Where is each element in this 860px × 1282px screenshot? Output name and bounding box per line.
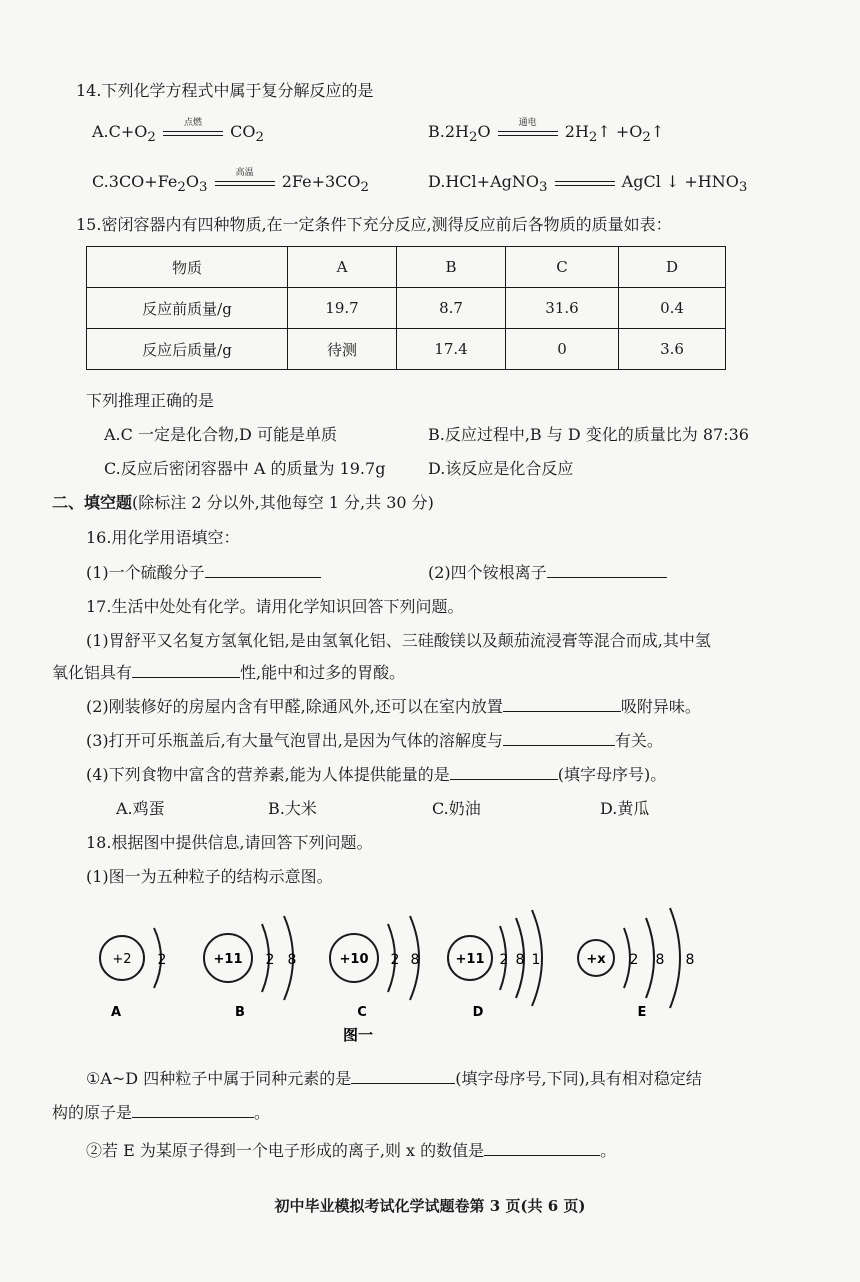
q16-title: 16.用化学用语填空： [86,528,240,547]
q17-part4-post: (填字母序号)。 [557,765,667,784]
q16-part2-text: (2)四个铵根离子 [428,563,547,582]
q14-d-label: D.HCl+AgNO [428,172,539,191]
q14-b-label: B.2H [428,122,469,141]
nucleus-charge: +2 [112,952,132,967]
q14-c-mid: O [185,172,200,191]
q14-option-a [92,117,264,146]
nucleus-charge: +11 [213,952,243,967]
q15-option-c: C.反应后密闭容器中 A 的质量为 19.7g [104,459,386,478]
nucleus-charge: +10 [339,952,369,967]
q14-a-sub: 2 [147,130,156,146]
answer-blank[interactable] [503,731,615,746]
q18-sub2-post: 。 [600,1141,617,1160]
q14-d-psub: 3 [738,180,748,196]
atom-e [578,908,694,1020]
q17-part4 [86,762,666,785]
q14-b-product: 2H [564,122,589,141]
q14-c-label: C.3CO+Fe [92,172,178,191]
shell-electrons: 8 [515,952,525,968]
q18-sub1b-pre: 构的原子是 [52,1103,133,1122]
q14-d-sub: 3 [538,180,548,196]
q17-part4-pre: (4)下列食物中富含的营养素,能为人体提供能量的是 [86,765,450,784]
table-cell: 31.6 [506,288,619,329]
table-cell: 3.6 [619,329,726,370]
q14-b-end: ↑ [650,122,665,141]
table-header-row [87,247,726,288]
table-cell: 0.4 [619,288,726,329]
atom-structure-figure [90,898,750,1048]
atom-label: E [637,1005,647,1020]
nucleus-charge: +11 [455,952,485,967]
q14-a-label: A.C+O [92,122,148,141]
q18-sub1a [86,1066,702,1089]
q14-option-d [428,172,747,195]
q17-part1b-pre: 氧化铝具有 [52,663,133,682]
answer-blank[interactable] [132,1103,254,1118]
shell-electrons: 8 [410,952,420,968]
section-heading [52,490,434,513]
answer-blank[interactable] [503,697,621,712]
figure-caption: 图一 [342,1026,374,1044]
q18-sub1a-pre: ①A~D 四种粒子中属于同种元素的是 [86,1069,352,1088]
answer-blank[interactable] [484,1141,600,1156]
atom-d [448,910,542,1020]
q18-sub2-pre: ②若 E 为某原子得到一个电子形成的离子,则 x 的数值是 [86,1141,485,1160]
q14-b-mid: O [477,122,491,141]
electron-shell [646,918,654,998]
q17-option-d: D.黄瓜 [600,799,650,818]
shell-electrons: 8 [685,952,695,968]
q15-option-a: A.C 一定是化合物,D 可能是单质 [104,425,337,444]
atom-label: A [110,1005,122,1020]
q14-b-sub: 2 [468,130,478,146]
q17-option-c: C.奶油 [432,799,481,818]
q14-c-sub2: 3 [199,180,208,196]
shell-electrons: 2 [265,952,275,968]
shell-electrons: 2 [499,952,509,968]
shell-electrons: 2 [390,952,400,968]
q14-b-tail: ↑ +O [597,122,643,141]
q17-part3-post: 有关。 [614,731,663,750]
q17-part1b-post: 性,能中和过多的胃酸。 [240,663,406,682]
atom-a [100,928,166,1020]
q18-sub1b-post: 。 [254,1103,271,1122]
mass-table [86,246,726,370]
answer-blank[interactable] [351,1069,455,1084]
q16-part2 [428,560,667,583]
q14-c-product: 2Fe+3CO [281,172,361,191]
q14-option-b [428,117,665,146]
q17-part1b [52,660,405,683]
section-note: (除标注 2 分以外,其他每空 1 分,共 30 分) [132,493,434,512]
shell-electrons: 1 [531,952,541,968]
q17-title: 17.生活中处处有化学。请用化学知识回答下列问题。 [86,597,464,616]
q14-option-c [92,167,369,196]
q15-option-b: B.反应过程中,B 与 D 变化的质量比为 87:36 [428,425,749,444]
table-header-cell: D [619,247,726,288]
q15-option-d: D.该反应是化合反应 [428,459,574,478]
q17-part3-pre: (3)打开可乐瓶盖后,有大量气泡冒出,是因为气体的溶解度与 [86,731,503,750]
reaction-condition: 通电 [518,117,537,128]
atom-label: B [235,1005,245,1020]
atom-c [330,916,419,1020]
reaction-arrow [161,117,225,141]
table-cell: 19.7 [288,288,397,329]
q14-b-psub: 2 [588,130,598,146]
answer-blank[interactable] [132,663,240,678]
q14-c-sub: 2 [177,180,186,196]
reaction-arrow [553,175,617,191]
table-row [87,329,726,370]
answer-blank[interactable] [450,765,558,780]
reaction-condition: 高温 [235,167,254,178]
table-header-cell: A [288,247,397,288]
q16-part1 [86,560,321,583]
q17-part2-pre: (2)刚装修好的房屋内含有甲醛,除通风外,还可以在室内放置 [86,697,503,716]
q14-a-psub: 2 [255,130,264,146]
q17-part3 [86,728,663,751]
shell-electrons: 8 [287,952,297,968]
shell-electrons: 2 [629,952,639,968]
table-cell: 反应后质量/g [87,329,288,370]
table-header-cell: B [397,247,506,288]
q14-d-product: AgCl ↓ +HNO [621,172,739,191]
q14-a-product: CO [230,122,256,141]
electron-shell [670,908,680,1008]
q18-sub1b [52,1100,270,1123]
shell-electrons: 2 [157,952,167,968]
reaction-condition: 点燃 [183,117,202,128]
section-title: 二、填空题 [52,493,133,512]
q17-part1a: (1)胃舒平又名复方氢氧化铝,是由氢氧化铝、三硅酸镁以及颠茄流浸膏等混合而成,其中氢 [86,631,711,650]
nucleus-charge: +x [586,952,606,967]
table-row [87,288,726,329]
q15-title: 15.密闭容器内有四种物质,在一定条件下充分反应,测得反应前后各物质的质量如表： [76,215,672,234]
reaction-arrow [213,167,277,191]
q17-part2-post: 吸附异味。 [620,697,701,716]
reaction-arrow [496,117,560,141]
page-footer: 初中毕业模拟考试化学试题卷第 3 页(共 6 页) [274,1197,586,1215]
q17-part2 [86,694,701,717]
q15-prompt: 下列推理正确的是 [86,391,215,410]
q18-title: 18.根据图中提供信息,请回答下列问题。 [86,833,373,852]
q18-sub2 [86,1138,616,1161]
answer-blank[interactable] [547,563,667,578]
atom-label: C [357,1005,367,1020]
q16-part1-text: (1)一个硫酸分子 [86,563,205,582]
answer-blank[interactable] [205,563,321,578]
shell-electrons: 8 [655,952,665,968]
table-header-cell: C [506,247,619,288]
table-cell: 8.7 [397,288,506,329]
table-cell: 0 [506,329,619,370]
q14-c-psub: 2 [360,180,369,196]
q18-part1: (1)图一为五种粒子的结构示意图。 [86,867,333,886]
q14-title: 14.下列化学方程式中属于复分解反应的是 [76,81,374,100]
q18-sub1a-post: (填字母序号,下同),具有相对稳定结 [455,1069,702,1088]
q17-option-b: B.大米 [268,799,317,818]
q14-b-tsub: 2 [642,130,651,146]
atom-label: D [472,1005,484,1020]
table-cell: 17.4 [397,329,506,370]
table-cell: 待测 [288,329,397,370]
table-header-cell: 物质 [87,247,288,288]
atom-b [204,916,296,1020]
table-cell: 反应前质量/g [87,288,288,329]
q17-option-a: A.鸡蛋 [116,799,165,818]
